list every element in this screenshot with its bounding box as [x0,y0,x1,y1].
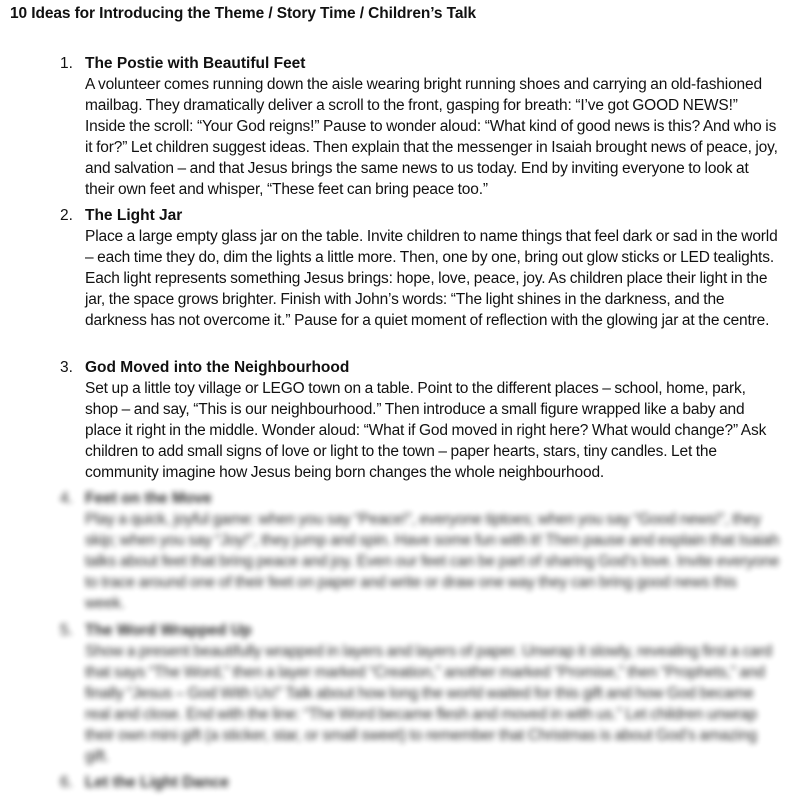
item-body: A volunteer comes running down the aisle wearing bright running shoes and carrying an old-fashioned mailbag. They dramatically deliver a scroll to the front, gasping for breath: “I’ve got GOOD NEWS!” Inside the scroll: “Your God reigns!” Pause to wonder aloud: “What kind of good news is this? And who is it for?” Let children suggest ideas. Then explain that the messenger in Isaiah brought news of peace, joy, and salvation – and that Jesus brings the same news to us today. End by inviting everyone to look at their own feet and whisper, “These feet can bring peace too.” [85,76,778,198]
item-number: 6. [60,774,73,791]
document-title: 10 Ideas for Introducing the Theme / Story Time / Children’s Talk [10,5,477,22]
item-body: Place a large empty glass jar on the table. Invite children to name things that feel dark or sad in the world – each time they do, dim the lights a little more. Then, one by one, bring out glow sticks or LED tealights. Each light represents something Jesus brings: hope, love, peace, joy. As children place their light in the jar, the space grows brighter. Finish with John’s words: “The light shines in the darkness, and the darkness has not overcome it.” Pause for a quiet moment of reflection with the glowing jar at the centre. [85,228,778,329]
item-title: Feet on the Move [85,490,212,507]
item-title: Let the Light Dance [85,774,229,791]
item-title: The Light Jar [85,207,183,224]
item-body: Play a quick, joyful game: when you say “Peace!”, everyone tiptoes; when you say “Good news!”, they skip; when you say “Joy!”, they jump and spin. Have some fun with it! Then pause and explain that Isaiah talks about feet that bring peace and joy. Even our feet can be part of sharing God’s love. Invite everyone to trace around one of their feet on paper and write or draw one way they can bring good news this week. [85,511,780,612]
item-number: 1. [60,55,73,72]
item-number: 2. [60,207,73,224]
item-body: Set up a little toy village or LEGO town on a table. Point to the different places – school, home, park, shop – and say, “This is our neighbourhood.” Then introduce a small figure wrapped like a baby and place it right in the middle. Wonder aloud: “What if God moved in right here? What would change?” Ask children to add small signs of love or light to the town – paper hearts, stars, tiny candles. Let the community imagine how Jesus being born changes the whole neighbourhood. [85,380,767,481]
item-body: Show a present beautifully wrapped in layers and layers of paper. Unwrap it slowly, revealing first a card that says “The Word,” then a layer marked “Creation,” another marked “Promise,” then “Prophets,” and finally “Jesus – God With Us!” Talk about how long the world waited for this gift and how God became real and close. End with the line: “The Word became flesh and moved in with us.” Let children unwrap their own mini gift (a sticker, star, or small sweet) to remember that Christmas is about God’s amazing gift. [85,643,772,765]
item-title: The Word Wrapped Up [85,622,252,639]
item-number: 5. [60,622,73,639]
item-number: 4. [60,490,73,507]
item-title: God Moved into the Neighbourhood [85,359,350,376]
item-title: The Postie with Beautiful Feet [85,55,306,72]
item-number: 3. [60,359,73,376]
